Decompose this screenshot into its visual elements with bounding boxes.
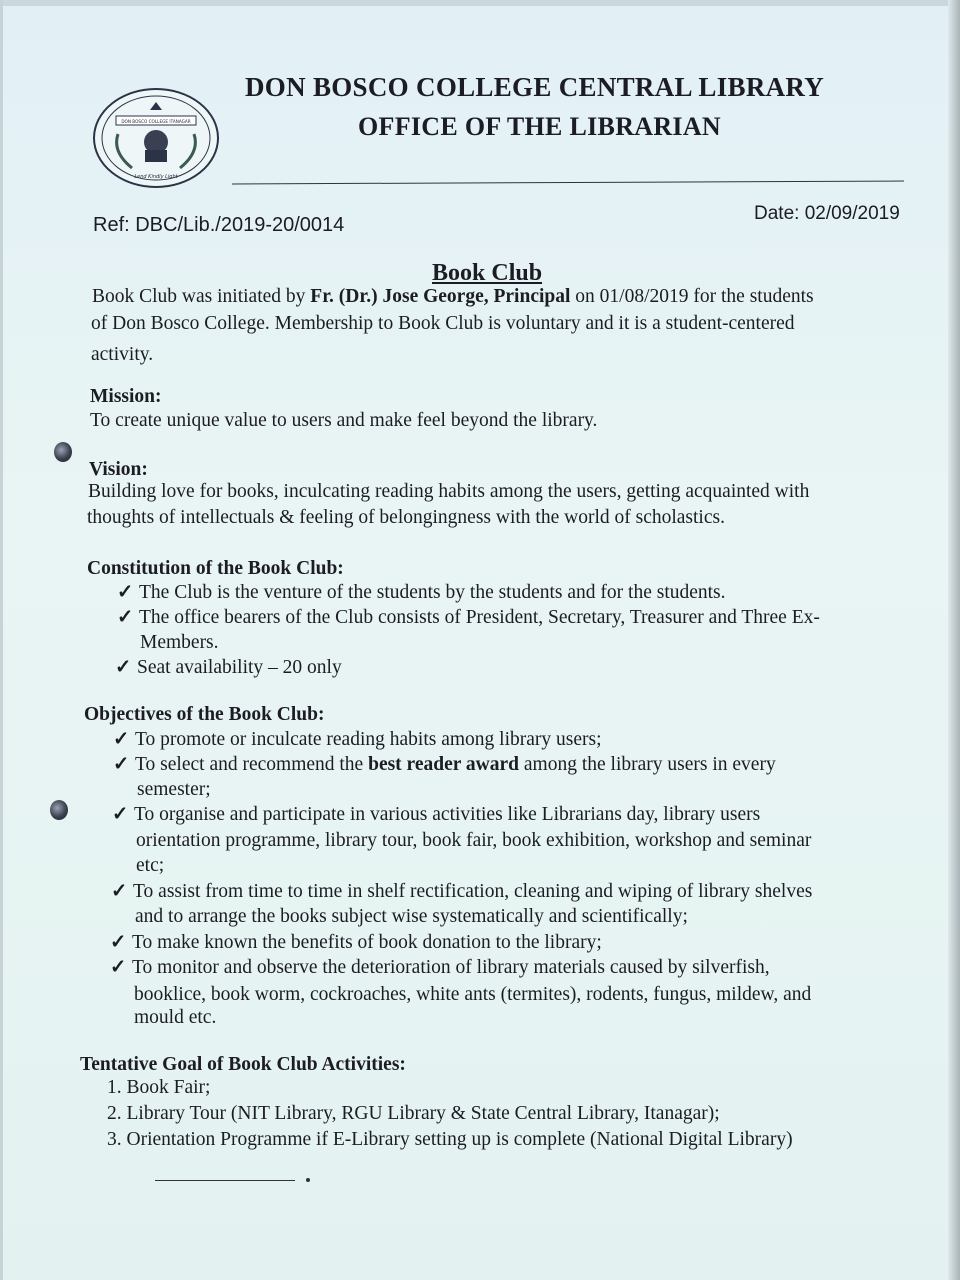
punch-hole [54, 442, 72, 462]
objective-item-3-cont: orientation programme, library tour, book fair, book exhibition, workshop and seminar [136, 830, 812, 851]
objective-item-1 [113, 730, 602, 750]
item-text: To monitor and observe the deterioration of library materials caused by silverfish, [132, 957, 770, 978]
intro-line-1 [92, 287, 814, 307]
mission-text: To create unique value to users and make feel beyond the library. [90, 410, 598, 431]
vision-line-2: thoughts of intellectuals & feeling of belongingness with the world of scholastics. [87, 507, 725, 528]
item-text: To make known the benefits of book donation to the library; [132, 932, 602, 953]
vision-heading: Vision: [89, 459, 148, 480]
logo-text-top: DON BOSCO COLLEGE ITANAGAR [121, 119, 191, 124]
header-office: OFFICE OF THE LIBRARIAN [358, 112, 722, 141]
objective-item-4 [111, 882, 812, 902]
header-rule [232, 181, 904, 185]
check-mark: ✓ [117, 607, 134, 628]
constitution-item-2 [117, 608, 820, 628]
check-mark: ✓ [112, 804, 129, 825]
check-mark: ✓ [113, 729, 130, 750]
constitution-item-3 [115, 658, 342, 678]
item-text: Seat availability – 20 only [137, 657, 342, 678]
ink-dot [306, 1178, 310, 1182]
objective-item-4-cont: and to arrange the books subject wise systematically and scientifically; [135, 906, 688, 927]
check-mark: ✓ [117, 582, 134, 603]
item-text: To promote or inculcate reading habits among library users; [135, 729, 602, 750]
item-text: To assist from time to time in shelf rectification, cleaning and wiping of library shelves [133, 881, 813, 902]
header-institution: DON BOSCO COLLEGE CENTRAL LIBRARY [245, 72, 825, 102]
check-mark: ✓ [110, 957, 127, 978]
objectives-heading: Objectives of the Book Club: [84, 704, 325, 725]
item-text: To select and recommend the [135, 754, 369, 775]
objective-item-6-cont2: mould etc. [134, 1007, 217, 1028]
check-mark: ✓ [115, 657, 132, 678]
intro-line-2: of Don Bosco College. Membership to Book Club is voluntary and it is a student-centered [91, 313, 795, 334]
page-edge-right [948, 0, 960, 1280]
goal-item-2: 2. Library Tour (NIT Library, RGU Library & State Central Library, Itanagar); [107, 1103, 720, 1124]
document-date: Date: 02/09/2019 [754, 203, 900, 224]
intro-text: Book Club was initiated by [92, 286, 311, 307]
objective-item-3 [112, 805, 760, 825]
signature-line [155, 1180, 295, 1181]
item-text: The Club is the venture of the students by the students and for the students. [139, 582, 726, 603]
vision-line-1: Building love for books, inculcating reading habits among the users, getting acquainted with [88, 481, 810, 502]
constitution-item-2-cont: Members. [140, 632, 219, 653]
punch-hole [50, 800, 68, 820]
page-edge-left [0, 0, 3, 1280]
intro-line-3: activity. [91, 344, 154, 365]
check-mark: ✓ [110, 932, 127, 953]
objective-item-2 [113, 755, 776, 775]
constitution-heading: Constitution of the Book Club: [87, 558, 344, 579]
objective-item-6-cont: booklice, book worm, cockroaches, white ants (termites), rodents, fungus, mildew, and [134, 984, 812, 1005]
college-seal-logo [90, 86, 222, 190]
goal-item-3: 3. Orientation Programme if E-Library setting up is complete (National Digital Library) [107, 1129, 793, 1150]
document-title: Book Club [432, 260, 543, 286]
objective-item-2-cont: semester; [137, 779, 211, 800]
check-mark: ✓ [113, 754, 130, 775]
goals-heading: Tentative Goal of Book Club Activities: [80, 1054, 406, 1075]
goal-item-1: 1. Book Fair; [107, 1077, 211, 1098]
objective-item-3-cont2: etc; [136, 855, 165, 876]
check-mark: ✓ [111, 881, 128, 902]
intro-text: on 01/08/2019 for the students [570, 286, 814, 307]
item-text: To organise and participate in various activities like Librarians day, library users [134, 804, 761, 825]
page-edge-top [0, 0, 960, 6]
objective-item-5 [110, 933, 602, 953]
item-text: The office bearers of the Club consists of President, Secretary, Treasurer and Three Ex- [139, 607, 820, 628]
award-name: best reader award [368, 754, 520, 775]
reference-number: Ref: DBC/Lib./2019-20/0014 [93, 214, 345, 236]
objective-item-6 [110, 958, 770, 978]
constitution-item-1 [117, 583, 726, 603]
item-text: among the library users in every [519, 754, 776, 775]
principal-name: Fr. (Dr.) Jose George, Principal [310, 286, 571, 307]
mission-heading: Mission: [90, 386, 162, 407]
logo-text-bottom: Lend Kindly Light [134, 174, 178, 180]
